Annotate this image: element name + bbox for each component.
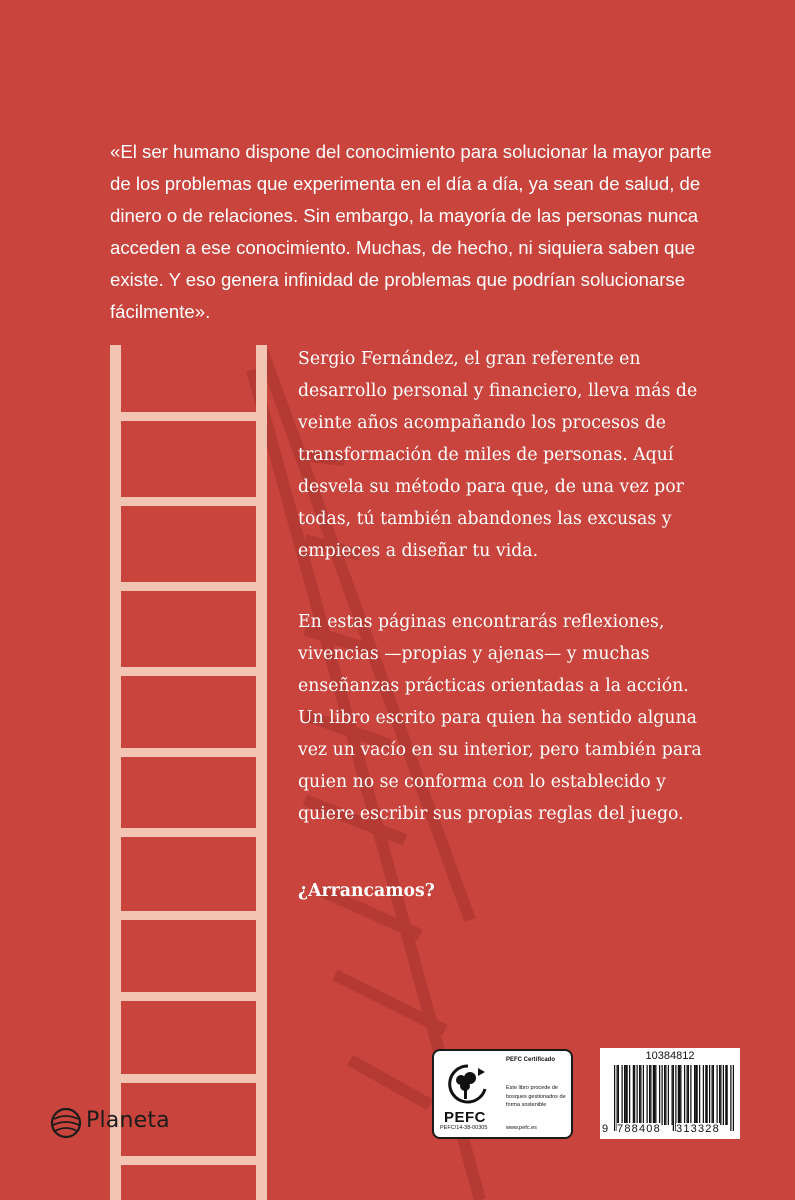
publisher-logo — [50, 1103, 190, 1143]
closing-question: ¿Arrancamos? — [298, 881, 435, 901]
isbn-barcode — [600, 1048, 740, 1139]
barcode-bar — [653, 1065, 654, 1125]
pefc-description: Este libro procede de bosques gestionados de forma sostenible — [506, 1085, 566, 1108]
publisher-name: Planeta — [86, 1108, 170, 1133]
barcode-bar — [643, 1065, 644, 1125]
barcode-bar — [684, 1065, 685, 1125]
barcode-bar — [725, 1065, 726, 1125]
barcode-bar — [618, 1065, 619, 1125]
barcode-bar — [668, 1065, 669, 1125]
pefc-tree-icon — [448, 1063, 488, 1107]
pefc-title: PEFC Certificado — [506, 1057, 556, 1063]
barcode-bar — [650, 1065, 651, 1125]
barcode-bar — [639, 1065, 640, 1125]
barcode-right-digits: 313328 — [676, 1123, 720, 1135]
barcode-bar — [627, 1065, 628, 1125]
barcode-bar — [625, 1065, 626, 1125]
planeta-globe-icon — [50, 1107, 82, 1139]
pefc-website: www.pefc.es — [506, 1125, 537, 1131]
barcode-bar — [675, 1065, 676, 1131]
barcode-bar — [629, 1065, 630, 1125]
pefc-license-code: PEFC/14-38-00305 — [440, 1125, 488, 1131]
barcode-bar — [679, 1065, 680, 1125]
barcode-bar — [719, 1065, 720, 1125]
barcode-bar — [617, 1065, 618, 1131]
barcode-first-digit: 9 — [602, 1123, 610, 1135]
barcode-bar — [649, 1065, 650, 1125]
pefc-logo-text: PEFC — [444, 1109, 487, 1126]
barcode-left-digits: 788408 — [617, 1123, 661, 1135]
barcode-bar — [690, 1065, 691, 1125]
barcode-bar — [712, 1065, 713, 1125]
barcode-bar — [688, 1065, 689, 1125]
barcode-bar — [665, 1065, 666, 1125]
barcode-bar — [709, 1065, 710, 1125]
opening-quote: «El ser humano dispone del conocimiento para solucionar la mayor parte de los problemas que experimenta en el día a día, ya sean de salud, de dinero o de relaciones. Sin embargo, la mayoría de las personas nunca acceden a ese conocimiento. Muchas, de hecho, ni siquiera saben que existe. Y eso genera infinidad de problemas que podrían solucionarse fácilmente». — [110, 141, 712, 322]
barcode-bar — [664, 1065, 665, 1125]
barcode-bar — [633, 1065, 634, 1125]
barcode-bar — [640, 1065, 641, 1125]
description-paragraph-1: Sergio Fernández, el gran referente en desarrollo personal y financiero, lleva más de veinte años acompañando los procesos de transformación de miles de personas. Aquí desvela su método para que, de una vez por todas, tú también abandones las excusas y empieces a diseñar tu vida. — [298, 349, 698, 561]
barcode-bar — [673, 1065, 674, 1131]
barcode-bar — [699, 1065, 700, 1125]
ladder — [110, 345, 267, 1200]
description-paragraph-2: En estas páginas encontrarás reflexiones, vivencias —propias y ajenas— y muchas enseñanzas prácticas orientadas a la acción. Un libro escrito para quien ha sentido alguna vez un vacío en su interior, pero también para quien no se conforma con lo establecido y quiere escribir sus propias reglas del juego. — [298, 612, 702, 824]
barcode-bar — [713, 1065, 714, 1125]
barcode-bar — [733, 1065, 734, 1131]
barcode-bar — [707, 1065, 708, 1125]
barcode-bar — [672, 1065, 673, 1125]
barcode-bar — [697, 1065, 698, 1125]
barcode-bar — [680, 1065, 681, 1125]
pefc-certification — [432, 1049, 573, 1139]
barcode-bar — [703, 1065, 704, 1125]
barcode-bar — [634, 1065, 635, 1125]
barcode-bar — [730, 1065, 731, 1131]
barcode-bar — [678, 1065, 679, 1125]
barcode-bar — [654, 1065, 655, 1125]
barcode-bar — [705, 1065, 706, 1125]
barcode-bar — [614, 1065, 615, 1131]
barcode-bar — [694, 1065, 695, 1125]
barcode-bar — [695, 1065, 696, 1125]
internal-code: 10384812 — [645, 1050, 695, 1062]
barcode-bar — [655, 1065, 656, 1125]
barcode-bar — [723, 1065, 724, 1125]
barcode-bar — [720, 1065, 721, 1125]
barcode-bar — [624, 1065, 625, 1125]
barcode-bar — [637, 1065, 638, 1125]
barcode-bar — [717, 1065, 718, 1125]
barcode-bar — [659, 1065, 660, 1125]
barcode-bar — [622, 1065, 623, 1125]
barcode-bar — [727, 1065, 728, 1125]
barcode-bar — [662, 1065, 663, 1125]
barcode-bar — [687, 1065, 688, 1125]
barcode-bar — [647, 1065, 648, 1125]
